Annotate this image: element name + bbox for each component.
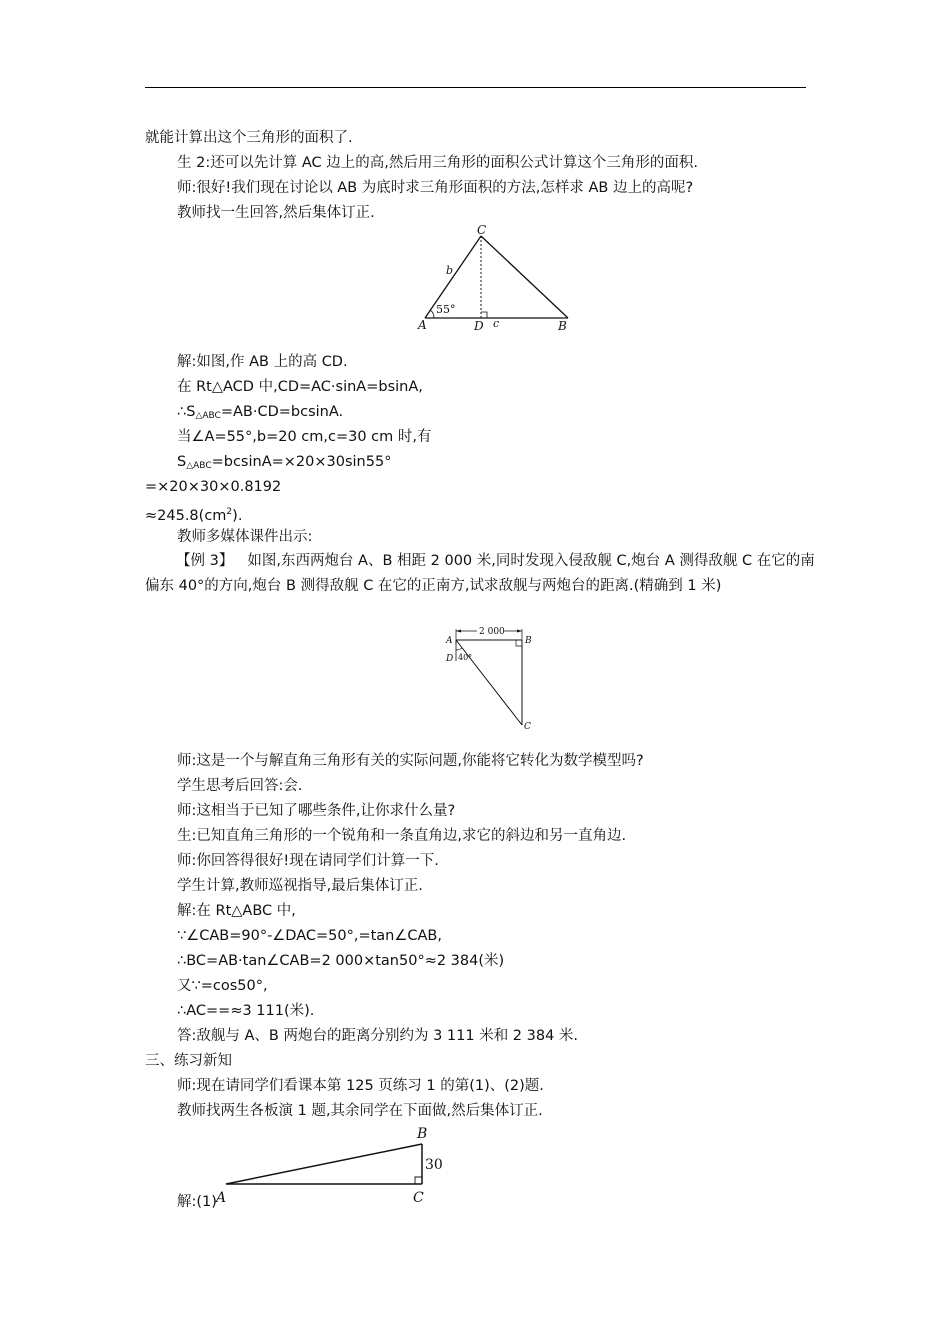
paragraph: ∴AC==≈3 111(米). xyxy=(177,1003,315,1019)
paragraph: ∵∠CAB=90°-∠DAC=50°,=tan∠CAB, xyxy=(177,928,442,944)
example-text: 如图,东西两炮台 A、B 相距 2 000 米,同时发现入侵敌舰 C,炮台 A 测得敌舰 C 在它的南偏东 40°的方向,炮台 B 测得敌舰 C 在它的正南方,试求敌舰与两炮台的距离.(精确到 1 米) xyxy=(145,553,815,594)
right-angle-mark xyxy=(481,312,487,318)
subscript: △ABC xyxy=(186,461,212,471)
superscript: 2 xyxy=(226,507,233,517)
dim-arrow-right xyxy=(517,630,522,633)
triangle-figure-1 xyxy=(415,222,585,334)
label-c-side: c xyxy=(493,317,500,330)
side-bc xyxy=(481,236,568,318)
paragraph: 师:现在请同学们看课本第 125 页练习 1 的第(1)、(2)题. xyxy=(177,1078,544,1094)
text-segment: ≈245.8(cm xyxy=(145,508,227,524)
label-a: A xyxy=(446,636,453,646)
label-c: C xyxy=(524,722,531,732)
triangle-figure-2 xyxy=(440,621,540,733)
paragraph: 学生计算,教师巡视指导,最后集体订正. xyxy=(177,878,423,894)
text-segment: S xyxy=(177,454,187,470)
label-angle: 40° xyxy=(458,653,473,662)
paragraph: 生 2:还可以先计算 AC 边上的高,然后用三角形的面积公式计算这个三角形的面积. xyxy=(177,155,698,171)
right-angle-mark xyxy=(415,1177,422,1184)
paragraph xyxy=(145,502,242,526)
paragraph: 教师找两生各板演 1 题,其余同学在下面做,然后集体订正. xyxy=(177,1103,543,1119)
triangle-figure-3 xyxy=(212,1122,444,1208)
header-rule xyxy=(145,87,806,88)
paragraph: 教师多媒体课件出示: xyxy=(177,529,313,545)
text-segment: =bcsinA=×20×30sin55° xyxy=(211,454,392,470)
angle-arc xyxy=(430,310,434,318)
paragraph: 师:很好!我们现在讨论以 AB 为底时求三角形面积的方法,怎样求 AB 边上的高呢? xyxy=(177,180,694,196)
label-d: D xyxy=(474,319,484,333)
paragraph: 解:在 Rt△ABC 中, xyxy=(177,903,296,919)
paragraph xyxy=(177,452,391,476)
side-ab xyxy=(226,1144,422,1184)
dim-arrow-left xyxy=(456,630,461,633)
paragraph: 师:你回答得很好!现在请同学们计算一下. xyxy=(177,853,439,869)
paragraph: 解:如图,作 AB 上的高 CD. xyxy=(177,354,348,370)
paragraph: 就能计算出这个三角形的面积了. xyxy=(145,130,353,146)
label-b: B xyxy=(417,1126,428,1142)
paragraph xyxy=(177,402,343,426)
label-b: B xyxy=(525,636,532,646)
text-segment: ). xyxy=(232,508,243,524)
paragraph: 教师找一生回答,然后集体订正. xyxy=(177,205,375,221)
label-c: C xyxy=(477,223,487,237)
label-distance: 2 000 xyxy=(479,627,505,637)
text-segment: =AB·CD=bcsinA. xyxy=(220,404,344,420)
paragraph: 当∠A=55°,b=20 cm,c=30 cm 时,有 xyxy=(177,429,432,445)
paragraph: 师:这相当于已知了哪些条件,让你求什么量? xyxy=(177,803,456,819)
paragraph: ∴BC=AB·tan∠CAB=2 000×tan50°≈2 384(米) xyxy=(177,953,505,969)
paragraph: 又∵=cos50°, xyxy=(177,978,268,994)
label-a: A xyxy=(216,1190,227,1206)
label-angle: 55° xyxy=(436,303,456,316)
subscript: △ABC xyxy=(195,411,221,421)
paragraph: =×20×30×0.8192 xyxy=(145,479,282,495)
paragraph: 解:(1) xyxy=(177,1194,217,1210)
right-angle-mark xyxy=(516,640,522,646)
label-a: A xyxy=(418,318,427,332)
label-d: D xyxy=(446,654,454,664)
example-label: 【例 3】 xyxy=(176,553,234,569)
label-c: C xyxy=(413,1190,424,1206)
paragraph: 师:这是一个与解直角三角形有关的实际问题,你能将它转化为数学模型吗? xyxy=(177,753,644,769)
label-b: b xyxy=(446,264,454,277)
angle-arc xyxy=(456,648,462,650)
label-b-vertex: B xyxy=(558,319,567,333)
paragraph: 学生思考后回答:会. xyxy=(177,778,303,794)
paragraph: 在 Rt△ACD 中,CD=AC·sinA=bsinA, xyxy=(177,379,423,395)
paragraph: 答:敌舰与 A、B 两炮台的距离分别约为 3 111 米和 2 384 米. xyxy=(177,1028,579,1044)
section-heading: 三、练习新知 xyxy=(145,1053,232,1069)
paragraph: 生:已知直角三角形的一个锐角和一条直角边,求它的斜边和另一直角边. xyxy=(177,828,627,844)
text-segment: ∴S xyxy=(177,404,196,420)
example-3 xyxy=(145,549,815,599)
label-side: 30 xyxy=(425,1157,443,1173)
